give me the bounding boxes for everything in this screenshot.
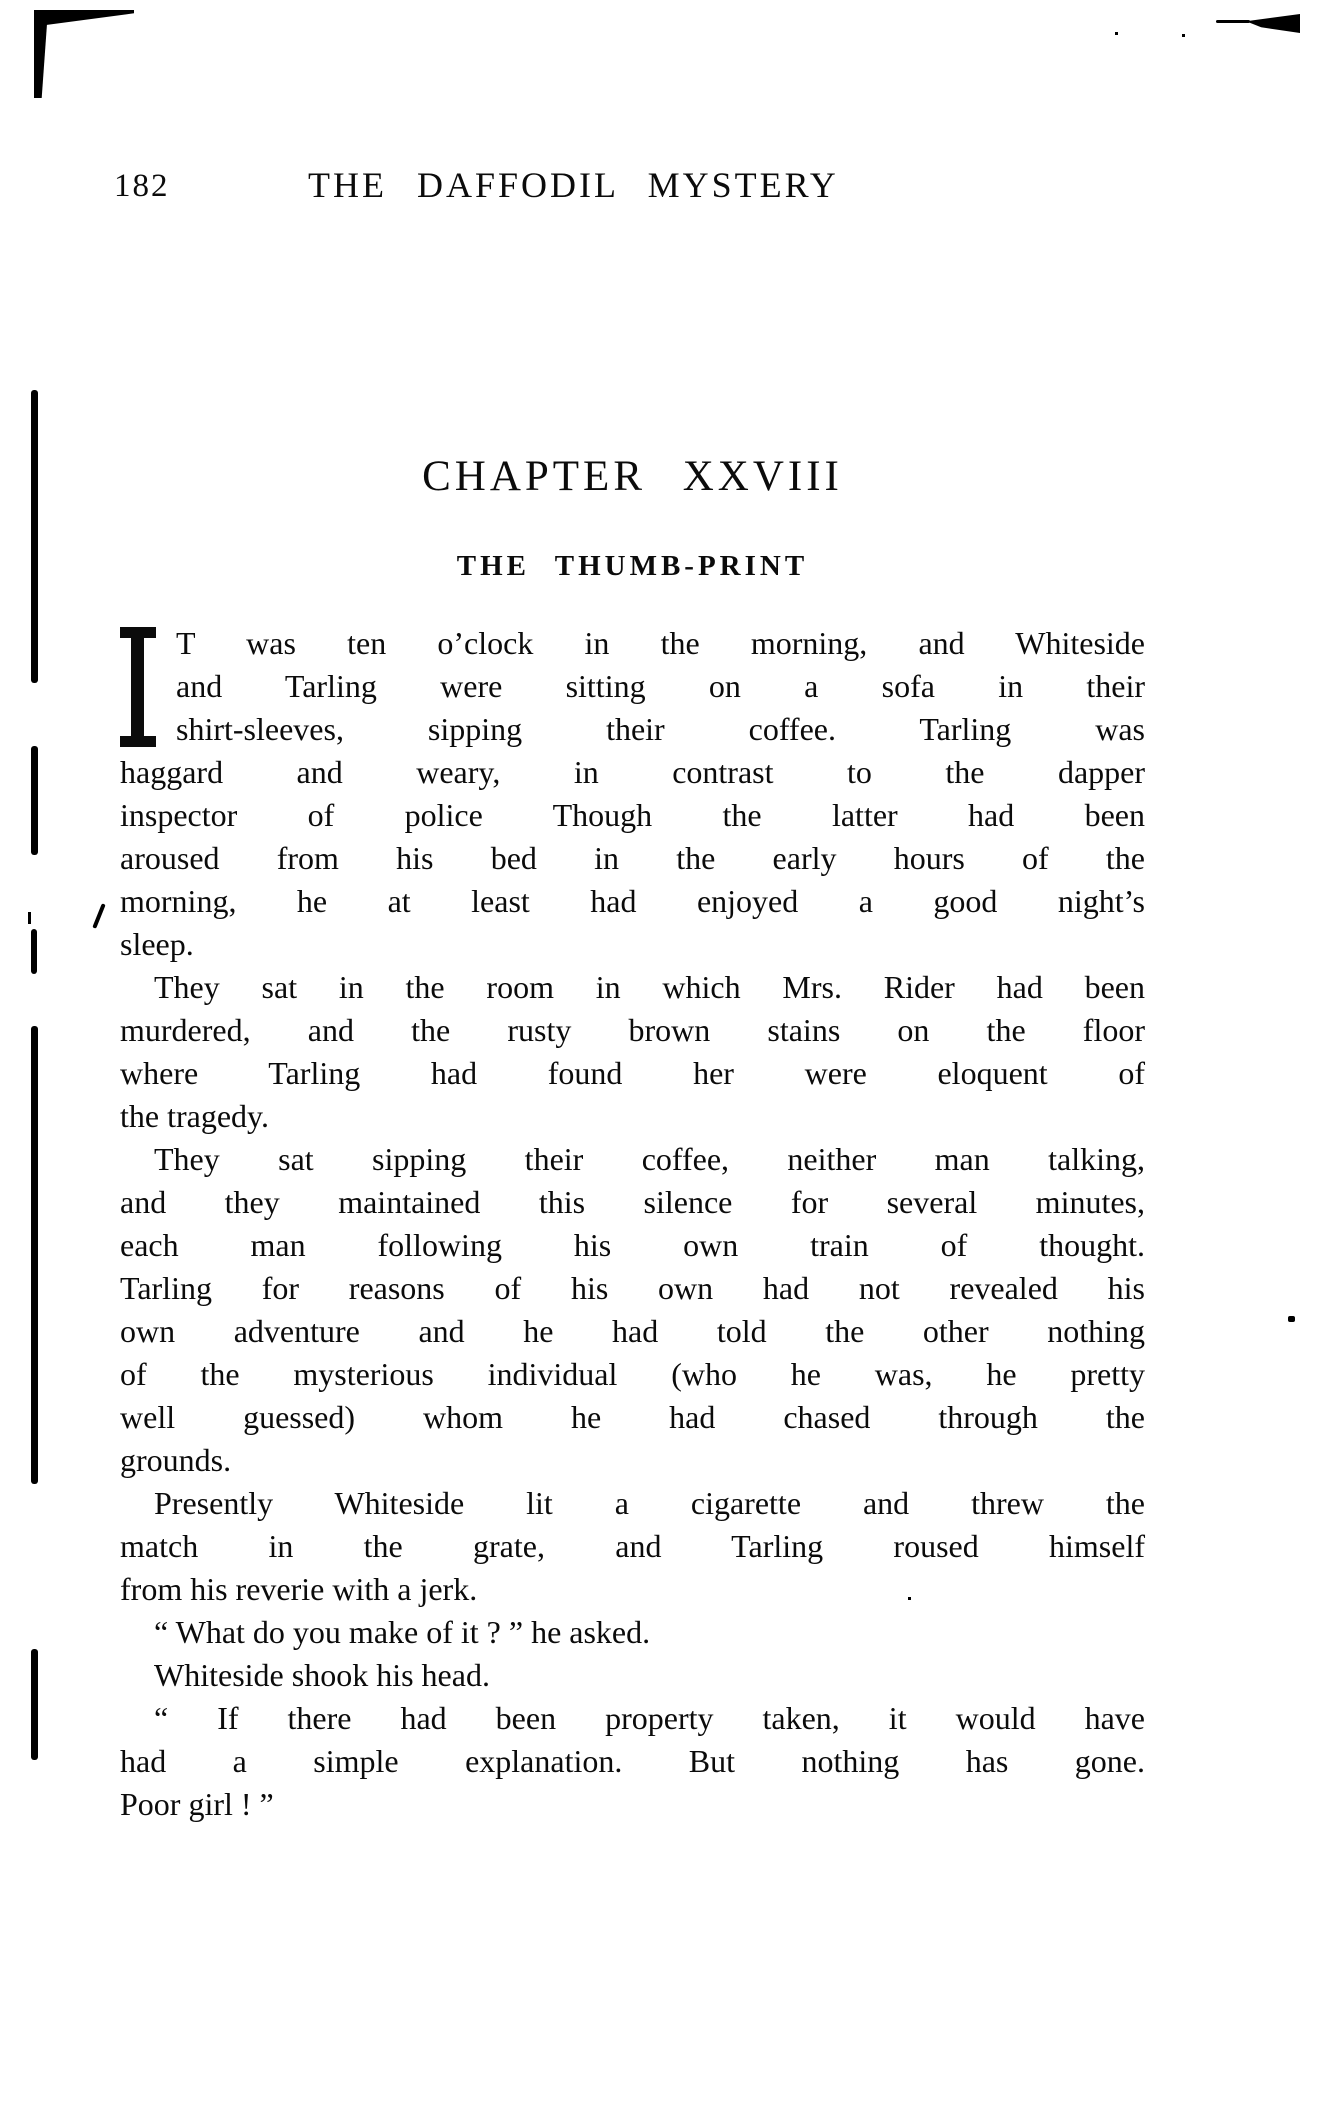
slash-mark-artifact [92, 903, 105, 929]
chapter-subheading: THE THUMB-PRINT [456, 550, 809, 582]
body-line: Poor girl ! ” [120, 1786, 274, 1822]
body-line: morning, he at least had enjoyed a good night’s [120, 883, 1145, 919]
body-line: of the mysterious individual (who he was, he pretty [120, 1356, 1145, 1392]
ink-speck [1288, 1316, 1295, 1322]
page-curl-artifact [1246, 14, 1300, 33]
body-line: aroused from his bed in the early hours of the [120, 840, 1145, 876]
body-line: sleep. [120, 926, 194, 962]
body-line: from his reverie with a jerk. [120, 1571, 478, 1607]
drop-cap-letter [120, 627, 156, 747]
body-line: grounds. [120, 1442, 232, 1478]
body-line: where Tarling had found her were eloquent of [120, 1055, 1145, 1091]
margin-ink-streak [31, 746, 38, 855]
page-number: 182 [114, 168, 170, 204]
margin-tick-artifact [28, 912, 31, 924]
margin-ink-streak [31, 1026, 38, 1484]
body-line: murdered, and the rusty brown stains on the floor [120, 1012, 1145, 1048]
ink-speck [1182, 34, 1185, 37]
body-line: haggard and weary, in contrast to the dapper [120, 754, 1145, 790]
corner-fold-artifact [34, 10, 48, 98]
body-line: had a simple explanation. But nothing has gone. [120, 1743, 1145, 1779]
body-line: “ What do you make of it ? ” he asked. [154, 1614, 651, 1650]
body-line: Presently Whiteside lit a cigarette and threw the [154, 1485, 1145, 1521]
body-line: They sat sipping their coffee, neither man talking, [154, 1141, 1145, 1177]
margin-ink-streak [31, 929, 37, 974]
margin-ink-streak [31, 390, 38, 683]
body-line: and Tarling were sitting on a sofa in their [176, 668, 1145, 704]
body-line: shirt-sleeves, sipping their coffee. Tarling was [176, 711, 1145, 747]
body-line: the tragedy. [120, 1098, 269, 1134]
margin-ink-streak [31, 1649, 38, 1760]
body-line: Tarling for reasons of his own had not revealed his [120, 1270, 1145, 1306]
body-text [120, 622, 1145, 1826]
body-line: each man following his own train of thought. [120, 1227, 1145, 1263]
body-line: well guessed) whom he had chased through the [120, 1399, 1145, 1435]
body-line: “ If there had been property taken, it would have [154, 1700, 1145, 1736]
ink-speck [1115, 32, 1118, 35]
body-line: match in the grate, and Tarling roused himself [120, 1528, 1145, 1564]
body-line: They sat in the room in which Mrs. Rider had been [154, 969, 1145, 1005]
body-line: Whiteside shook his head. [154, 1657, 490, 1693]
body-line: and they maintained this silence for several minutes, [120, 1184, 1145, 1220]
body-line: own adventure and he had told the other nothing [120, 1313, 1145, 1349]
body-line: inspector of police Though the latter had been [120, 797, 1145, 833]
body-line: T was ten o’clock in the morning, and Whiteside [176, 625, 1145, 661]
chapter-heading: CHAPTER XXVIII [422, 453, 843, 500]
corner-fold-artifact [34, 10, 134, 25]
running-title: THE DAFFODIL MYSTERY [308, 165, 839, 205]
page-curl-artifact [1216, 20, 1250, 23]
